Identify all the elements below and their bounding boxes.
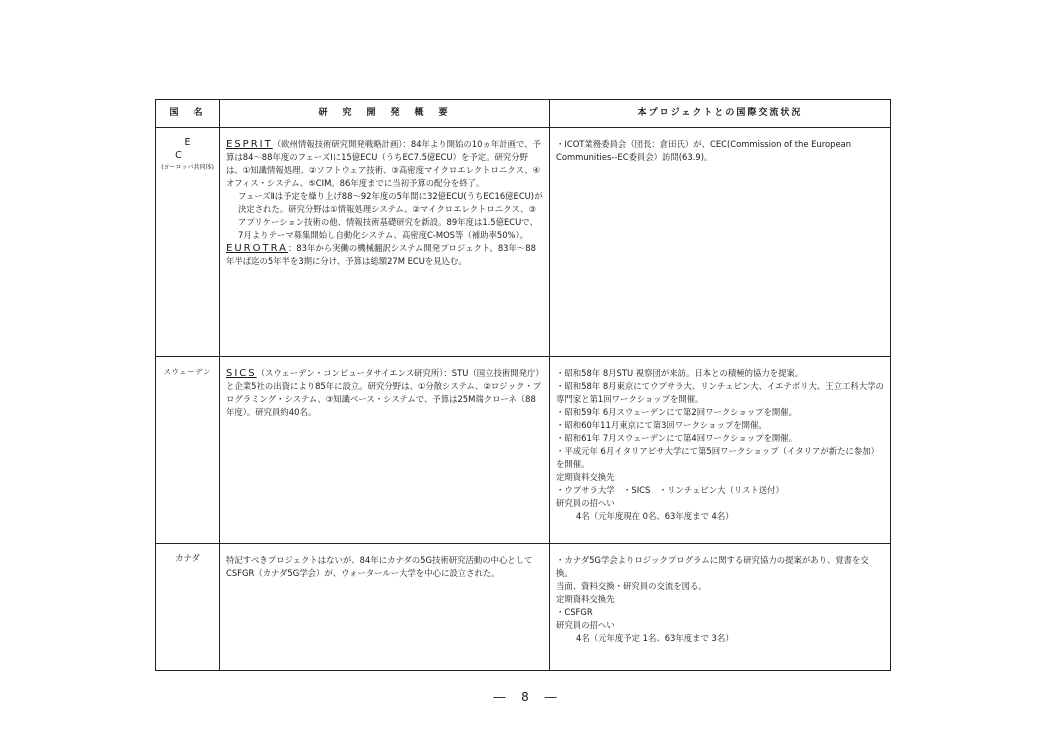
- overview-cell-ec: [220, 128, 550, 357]
- table-row-sweden: [156, 357, 891, 544]
- header-overview: 研 究 開 発 概 要: [220, 100, 550, 128]
- overview-cell-sweden: [220, 357, 550, 544]
- page-number: ― 8 ―: [493, 690, 563, 704]
- overview-paragraph: [226, 242, 543, 268]
- exchange-cell-ec: [550, 128, 891, 357]
- overview-paragraph: [226, 367, 543, 419]
- exchange-line: 研究員の招へい: [556, 498, 615, 508]
- table-row-canada: [156, 544, 891, 671]
- country-cell-canada: [156, 544, 220, 671]
- exchange-line: ・昭和58年 8月STU 視察団が来訪。日本との積極的協力を提案。: [556, 368, 804, 378]
- overview-text: ：83年から実働の機械翻訳システム開発プロジェクト。83年～88年半ば迄の5年半を3期に分け、予算は総額27M ECUを見込む。: [226, 243, 536, 266]
- table-header-row: [156, 100, 891, 128]
- overview-text: （欧州情報技術研究開発戦略計画）：84年より開始の10ヵ年計画で、予算は84～88年度のフェーズⅠに15億ECU（うちEC7.5億ECU）を予定。研究分野は、①知識情報処理、②ソフトウェア技術、③高密度マイクロエレクトロニクス、④オフィス・システム、⑤CIM。86年度までに当初予算の配分を終了。: [226, 139, 541, 188]
- country-cell-sweden: [156, 357, 220, 544]
- country-name: スウェーデン: [163, 368, 212, 376]
- country-subtitle: (ヨーロッパ共同体): [161, 164, 214, 171]
- exchange-line: ・昭和60年11月東京にて第3回ワークショップを開催。: [556, 420, 767, 430]
- exchange-line: ・昭和58年 8月東京にてウプサラ大、リンチェピン大、イエテボリ大、王立工科大学の専門家と第1回ワークショップを開催。: [556, 381, 884, 404]
- overview-paragraph: フェーズⅡは予定を繰り上げ88～92年度の5年間に32億ECU(うちEC16億ECU)が決定された。研究分野は①情報処理システム、②マイクロエレクトロニクス、③アプリケーション技術の他、情報技術基礎研究を新設。89年度は1.5億ECUで、7月よりテーマ募集開始し自動化システム、高密度C-MOS等（補助率50%）。: [238, 191, 543, 240]
- exchange-line: ・平成元年 6月イタリアピサ大学にて第5回ワークショップ（イタリアが新たに参加）を開催。: [556, 446, 880, 469]
- exchange-line: ・ウプサラ大学 ・SICS ・リンチェピン大（リスト送付）: [556, 485, 784, 495]
- exchange-line: 当面、資料交換・研究員の交流を図る。: [556, 581, 707, 591]
- research-table: [155, 99, 891, 671]
- country-name: カナダ: [175, 553, 200, 563]
- exchange-line: ・昭和59年 6月スウェーデンにて第2回ワークショップを開催。: [556, 407, 798, 417]
- exchange-line: 4名（元年度予定 1名、63年度まで 3名）: [576, 633, 734, 643]
- table-row-ec: [156, 128, 891, 357]
- overview-paragraph: 特記すべきプロジェクトはないが、84年にカナダの5G技術研究活動の中心としてCSFGR（カナダ5G学会）が、ウォータールー大学を中心に設立された。: [226, 555, 533, 578]
- exchange-line: ・CSFGR: [556, 607, 593, 617]
- exchange-line: 定期資料交換先: [556, 472, 615, 482]
- overview-text: （スウェーデン・コンピュータサイエンス研究所）：STU（国立技術開発庁）と企業5社の出資により85年に設立。研究分野は、①分散システム、②ロジック・プログラミング・システム、③知識ベース・システムで、予算は25M瑞クローネ（88年度）。研究員約40名。: [226, 368, 542, 417]
- program-name: EUROTRA: [226, 243, 288, 254]
- exchange-line: 研究員の招へい: [556, 620, 615, 630]
- overview-cell-canada: [220, 544, 550, 671]
- header-exchange: 本プロジェクトとの国際交流状況: [550, 100, 891, 128]
- header-country: 国 名: [156, 100, 220, 128]
- program-name: SICS: [226, 368, 257, 379]
- exchange-cell-canada: [550, 544, 891, 671]
- exchange-line: 定期資料交換先: [556, 594, 615, 604]
- exchange-line: ・昭和61年 7月スウェーデンにて第4回ワークショップを開催。: [556, 433, 798, 443]
- overview-paragraph: [226, 138, 543, 190]
- exchange-line: ・カナダ5G学会よりロジックプログラムに関する研究協力の提案があり、覚書を交換。: [556, 555, 869, 578]
- exchange-line: 4名（元年度現在 0名、63年度まで 4名）: [576, 511, 734, 521]
- country-cell-ec: [156, 128, 237, 357]
- exchange-line: ・ICOT業務委員会（団長：倉田氏）が、CEC(Commission of the European Communities--EC委員会）訪問(63.9)。: [556, 139, 852, 162]
- program-name: ESPRIT: [226, 139, 273, 150]
- exchange-cell-sweden: [550, 357, 891, 544]
- country-name: E C: [175, 137, 237, 161]
